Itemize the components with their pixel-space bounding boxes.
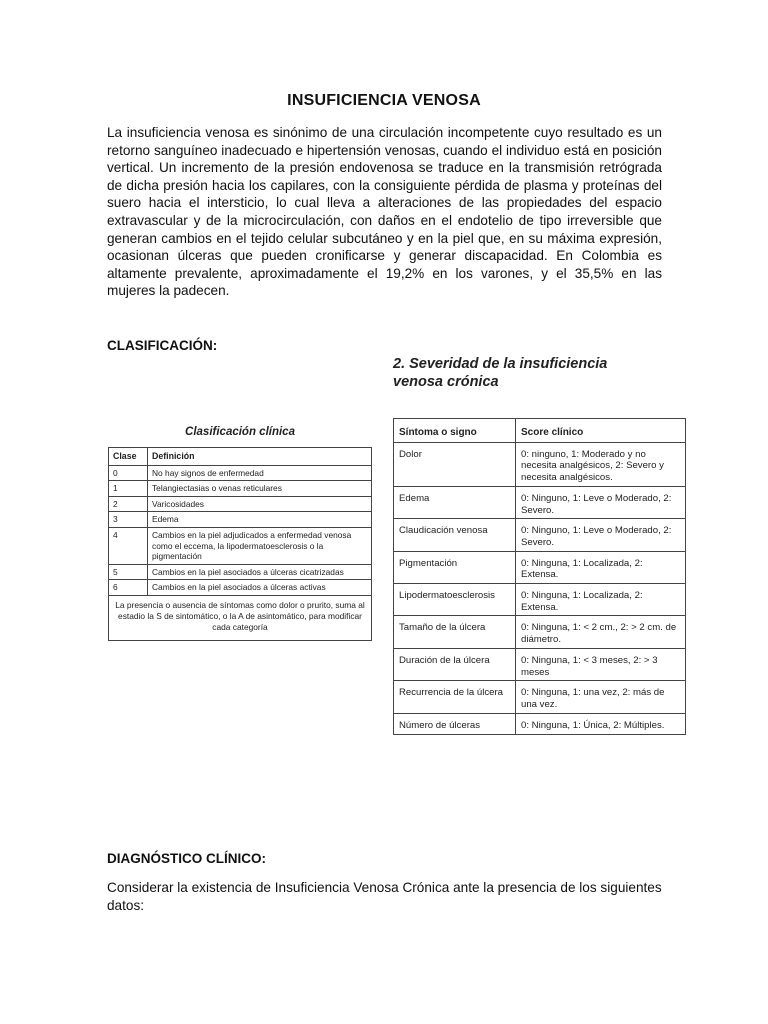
score-cell: 0: Ninguna, 1: Localizada, 2: Extensa. bbox=[516, 551, 686, 583]
definicion-cell: Varicosidades bbox=[148, 496, 372, 512]
sintoma-cell: Lipodermatoesclerosis bbox=[394, 584, 516, 616]
definicion-cell: Cambios en la piel asociados a úlceras cicatrizadas bbox=[148, 564, 372, 580]
score-cell: 0: Ninguno, 1: Leve o Moderado, 2: Severo. bbox=[516, 486, 686, 518]
table-row bbox=[394, 616, 686, 648]
definicion-cell: No hay signos de enfermedad bbox=[148, 465, 372, 481]
sintoma-cell: Duración de la úlcera bbox=[394, 648, 516, 680]
table-header-row bbox=[109, 448, 372, 466]
column-header-definicion: Definición bbox=[148, 448, 372, 466]
clase-cell: 1 bbox=[109, 481, 148, 497]
score-cell: 0: Ninguna, 1: Única, 2: Múltiples. bbox=[516, 713, 686, 735]
sintoma-cell: Pigmentación bbox=[394, 551, 516, 583]
table-row bbox=[394, 551, 686, 583]
table-row bbox=[394, 584, 686, 616]
sintoma-cell: Número de úlceras bbox=[394, 713, 516, 735]
score-cell: 0: Ninguna, 1: < 2 cm., 2: > 2 cm. de diámetro. bbox=[516, 616, 686, 648]
definicion-cell: Edema bbox=[148, 512, 372, 528]
score-cell: 0: Ninguna, 1: Localizada, 2: Extensa. bbox=[516, 584, 686, 616]
table-row bbox=[394, 648, 686, 680]
table-note: La presencia o ausencia de síntomas como dolor o prurito, suma al estadio la S de sintomático, o la A de asintomático, para modificar cada categoría bbox=[109, 595, 372, 640]
clase-cell: 4 bbox=[109, 527, 148, 564]
table-header-row bbox=[394, 419, 686, 443]
column-header-clase: Clase bbox=[109, 448, 148, 466]
definicion-cell: Cambios en la piel adjudicados a enfermedad venosa como el eccema, la lipodermatoesclerosis o la pigmentación bbox=[148, 527, 372, 564]
sintoma-cell: Claudicación venosa bbox=[394, 519, 516, 551]
column-header-sintoma: Síntoma o signo bbox=[394, 419, 516, 443]
score-cell: 0: Ninguna, 1: una vez, 2: más de una vez. bbox=[516, 681, 686, 713]
sintoma-cell: Recurrencia de la úlcera bbox=[394, 681, 516, 713]
score-cell: 0: Ninguno, 1: Leve o Moderado, 2: Severo. bbox=[516, 519, 686, 551]
score-cell: 0: Ninguna, 1: < 3 meses, 2: > 3 meses bbox=[516, 648, 686, 680]
severity-table-caption: 2. Severidad de la insuficiencia venosa crónica bbox=[393, 356, 608, 390]
document-title: INSUFICIENCIA VENOSA bbox=[287, 92, 481, 109]
clase-cell: 3 bbox=[109, 512, 148, 528]
diagnosis-heading: DIAGNÓSTICO CLÍNICO: bbox=[107, 851, 266, 866]
table-row bbox=[394, 713, 686, 735]
table-row bbox=[109, 481, 372, 497]
table-row bbox=[109, 512, 372, 528]
table-row bbox=[109, 527, 372, 564]
table-row bbox=[394, 442, 686, 486]
clase-cell: 5 bbox=[109, 564, 148, 580]
clinical-classification-table bbox=[108, 447, 372, 641]
clase-cell: 6 bbox=[109, 580, 148, 596]
table-row bbox=[109, 496, 372, 512]
table-row bbox=[109, 465, 372, 481]
diagnosis-paragraph: Considerar la existencia de Insuficiencia Venosa Crónica ante la presencia de los siguientes datos: bbox=[107, 880, 662, 913]
definicion-cell: Telangiectasias o venas reticulares bbox=[148, 481, 372, 497]
clase-cell: 0 bbox=[109, 465, 148, 481]
definicion-cell: Cambios en la piel asociados a úlceras activas bbox=[148, 580, 372, 596]
sintoma-cell: Tamaño de la úlcera bbox=[394, 616, 516, 648]
intro-paragraph: La insuficiencia venosa es sinónimo de una circulación incompetente cuyo resultado es un retorno sanguíneo inadecuado e hipertensión venosas, cuando el individuo está en posición vertical. Un incremento de la presión endovenosa se traduce en la transmisión retrógrada de dicha presión hacia los capilares, con la consiguiente pérdida de plasma y proteínas del suero hacia el intersticio, lo cual lleva a alteraciones de las propiedades del espacio extravascular y de la microcirculación, con daños en el endotelio de tipo irreversible que generan cambios en el tejido celular subcutáneo y en la piel que, en su máxima expresión, ocasionan úlceras que pueden cronificarse y generar discapacidad. En Colombia es altamente prevalente, aproximadamente el 19,2% en los varones, y el 35,5% en las mujeres la padecen. bbox=[107, 125, 662, 299]
table-row bbox=[109, 564, 372, 580]
sintoma-cell: Dolor bbox=[394, 442, 516, 486]
table-row bbox=[394, 519, 686, 551]
sintoma-cell: Edema bbox=[394, 486, 516, 518]
clase-cell: 2 bbox=[109, 496, 148, 512]
column-header-score: Score clínico bbox=[516, 419, 686, 443]
classification-heading: CLASIFICACIÓN: bbox=[107, 338, 218, 353]
table-row bbox=[394, 486, 686, 518]
severity-table bbox=[393, 418, 686, 735]
table-note-row bbox=[109, 595, 372, 640]
score-cell: 0: ninguno, 1: Moderado y no necesita analgésicos, 2: Severo y necesita analgésicos. bbox=[516, 442, 686, 486]
clinical-table-caption: Clasificación clínica bbox=[185, 426, 295, 438]
table-row bbox=[109, 580, 372, 596]
table-row bbox=[394, 681, 686, 713]
